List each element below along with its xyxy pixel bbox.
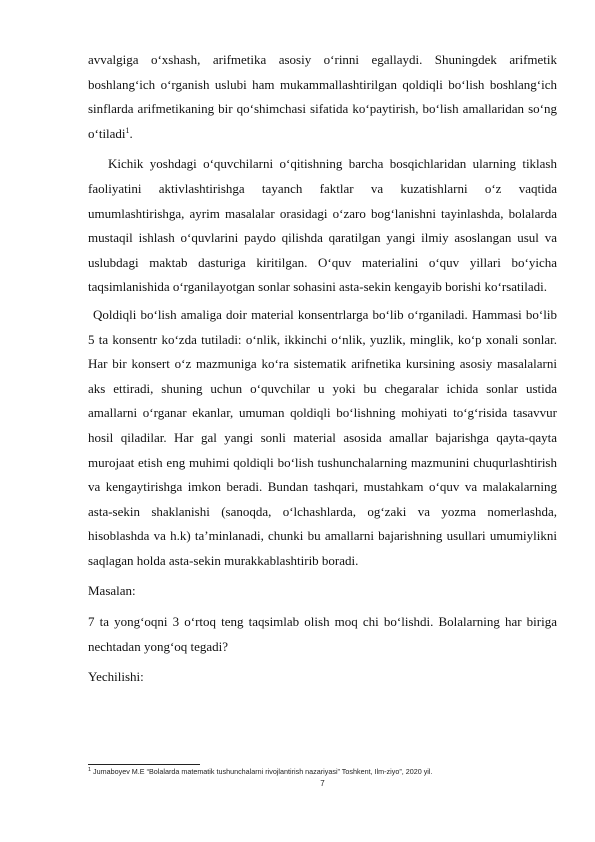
- footnote-divider: [88, 764, 200, 765]
- paragraph-example-problem: 7 ta yong‘oqni 3 o‘rtoq teng taqsimlab olish moq chi bo‘lishdi. Bolalarning har biriga nechtadan yong‘oq tegadi?: [88, 614, 557, 654]
- paragraph-1-end: .: [129, 125, 133, 141]
- paragraph-1: [88, 48, 557, 146]
- page-body: [88, 48, 557, 690]
- footnote: [88, 767, 557, 776]
- paragraph-solution-label: Yechilishi:: [88, 669, 144, 685]
- footnote-text: Jumaboyev M.E “Bolalarda matematik tushunchalarni rivojlantirish nazariyasi” Toshkent, Ilm-ziyo”, 2020 yil.: [91, 767, 433, 776]
- paragraph-3: Qoldiqli bo‘lish amaliga doir material konsentrlarga bo‘lib o‘rganiladi. Hammasi bo‘lib 5 ta konsentr ko‘zda tutiladi: o‘nlik, ikkinchi o‘nlik, yuzlik, minglik, ko‘p xonali sonlar. Har bir konsert o‘z mazmuniga ko‘ra sistematik arifnetika kursining asosiy masalalarni aks ettiradi, shuning uchun o‘quvchilar u yoki bu chegaralar ichida sonlar ustida amallarni o‘rganar ekanlar, umuman qoldiqli bo‘lishning mohiyati to‘g‘risida tasavvur hosil qiladilar. Har gal yangi sonli material asosida amallar bajarishga qayta-qayta murojaat etish eng muhimi qoldiqli bo‘lish tushunchalarning mazmunini chuqurlashtirish va kengaytirishga imkon beradi. Bundan tashqari, mustahkam o‘quv va malakalarning asta-sekin shaklanishi (sanoqda, o‘lchashlarda, og‘zaki va yozma nomerlashda, hisoblashda va h.k) ta’minlanadi, chunki bu amallarni bajarishning usullari umumiylikni saqlagan holda asta-sekin murakkablashtirib boradi.: [88, 306, 557, 568]
- paragraph-example-label: Masalan:: [88, 583, 136, 599]
- paragraph-1-text: avvalgiga o‘xshash, arifmetika asosiy o‘rinni egallaydi. Shuningdek arifmetik boshlang‘ich o‘rganish uslubi ham mukammallashtirilgan qoldiqli bo‘lish boshlang‘ich sinflarda arifmetikaning bir qo‘shimchasi sifatida ko‘paytirish, bo‘lish amallaridan so‘ng o‘tiladi: [88, 52, 557, 141]
- paragraph-2: Kichik yoshdagi o‘quvchilarni o‘qitishning barcha bosqichlaridan ularning tiklash faoliyatini aktivlashtirishga tayanch faktlar va kuzatishlarni o‘z vaqtida umumlashtirishga, ayrim masalalar orasidagi o‘zaro bog‘lanishni tayinlashda, bolalarda mustaqil ishlash o‘quvlarini paydo qilishda qaratilgan yangi ilmiy asoslangan usul va uslubdagi maktab dasturiga kiritilgan. O‘quv materialini o‘quv yillari bo‘yicha taqsimlanishida o‘rganilayotgan sonlar sohasini asta-sekin kengayib borishi ko‘rsatiladi.: [88, 156, 557, 295]
- footnote-reference[interactable]: 1: [125, 125, 130, 135]
- page-number: 7: [320, 779, 325, 788]
- footnote-number: 1: [88, 767, 92, 773]
